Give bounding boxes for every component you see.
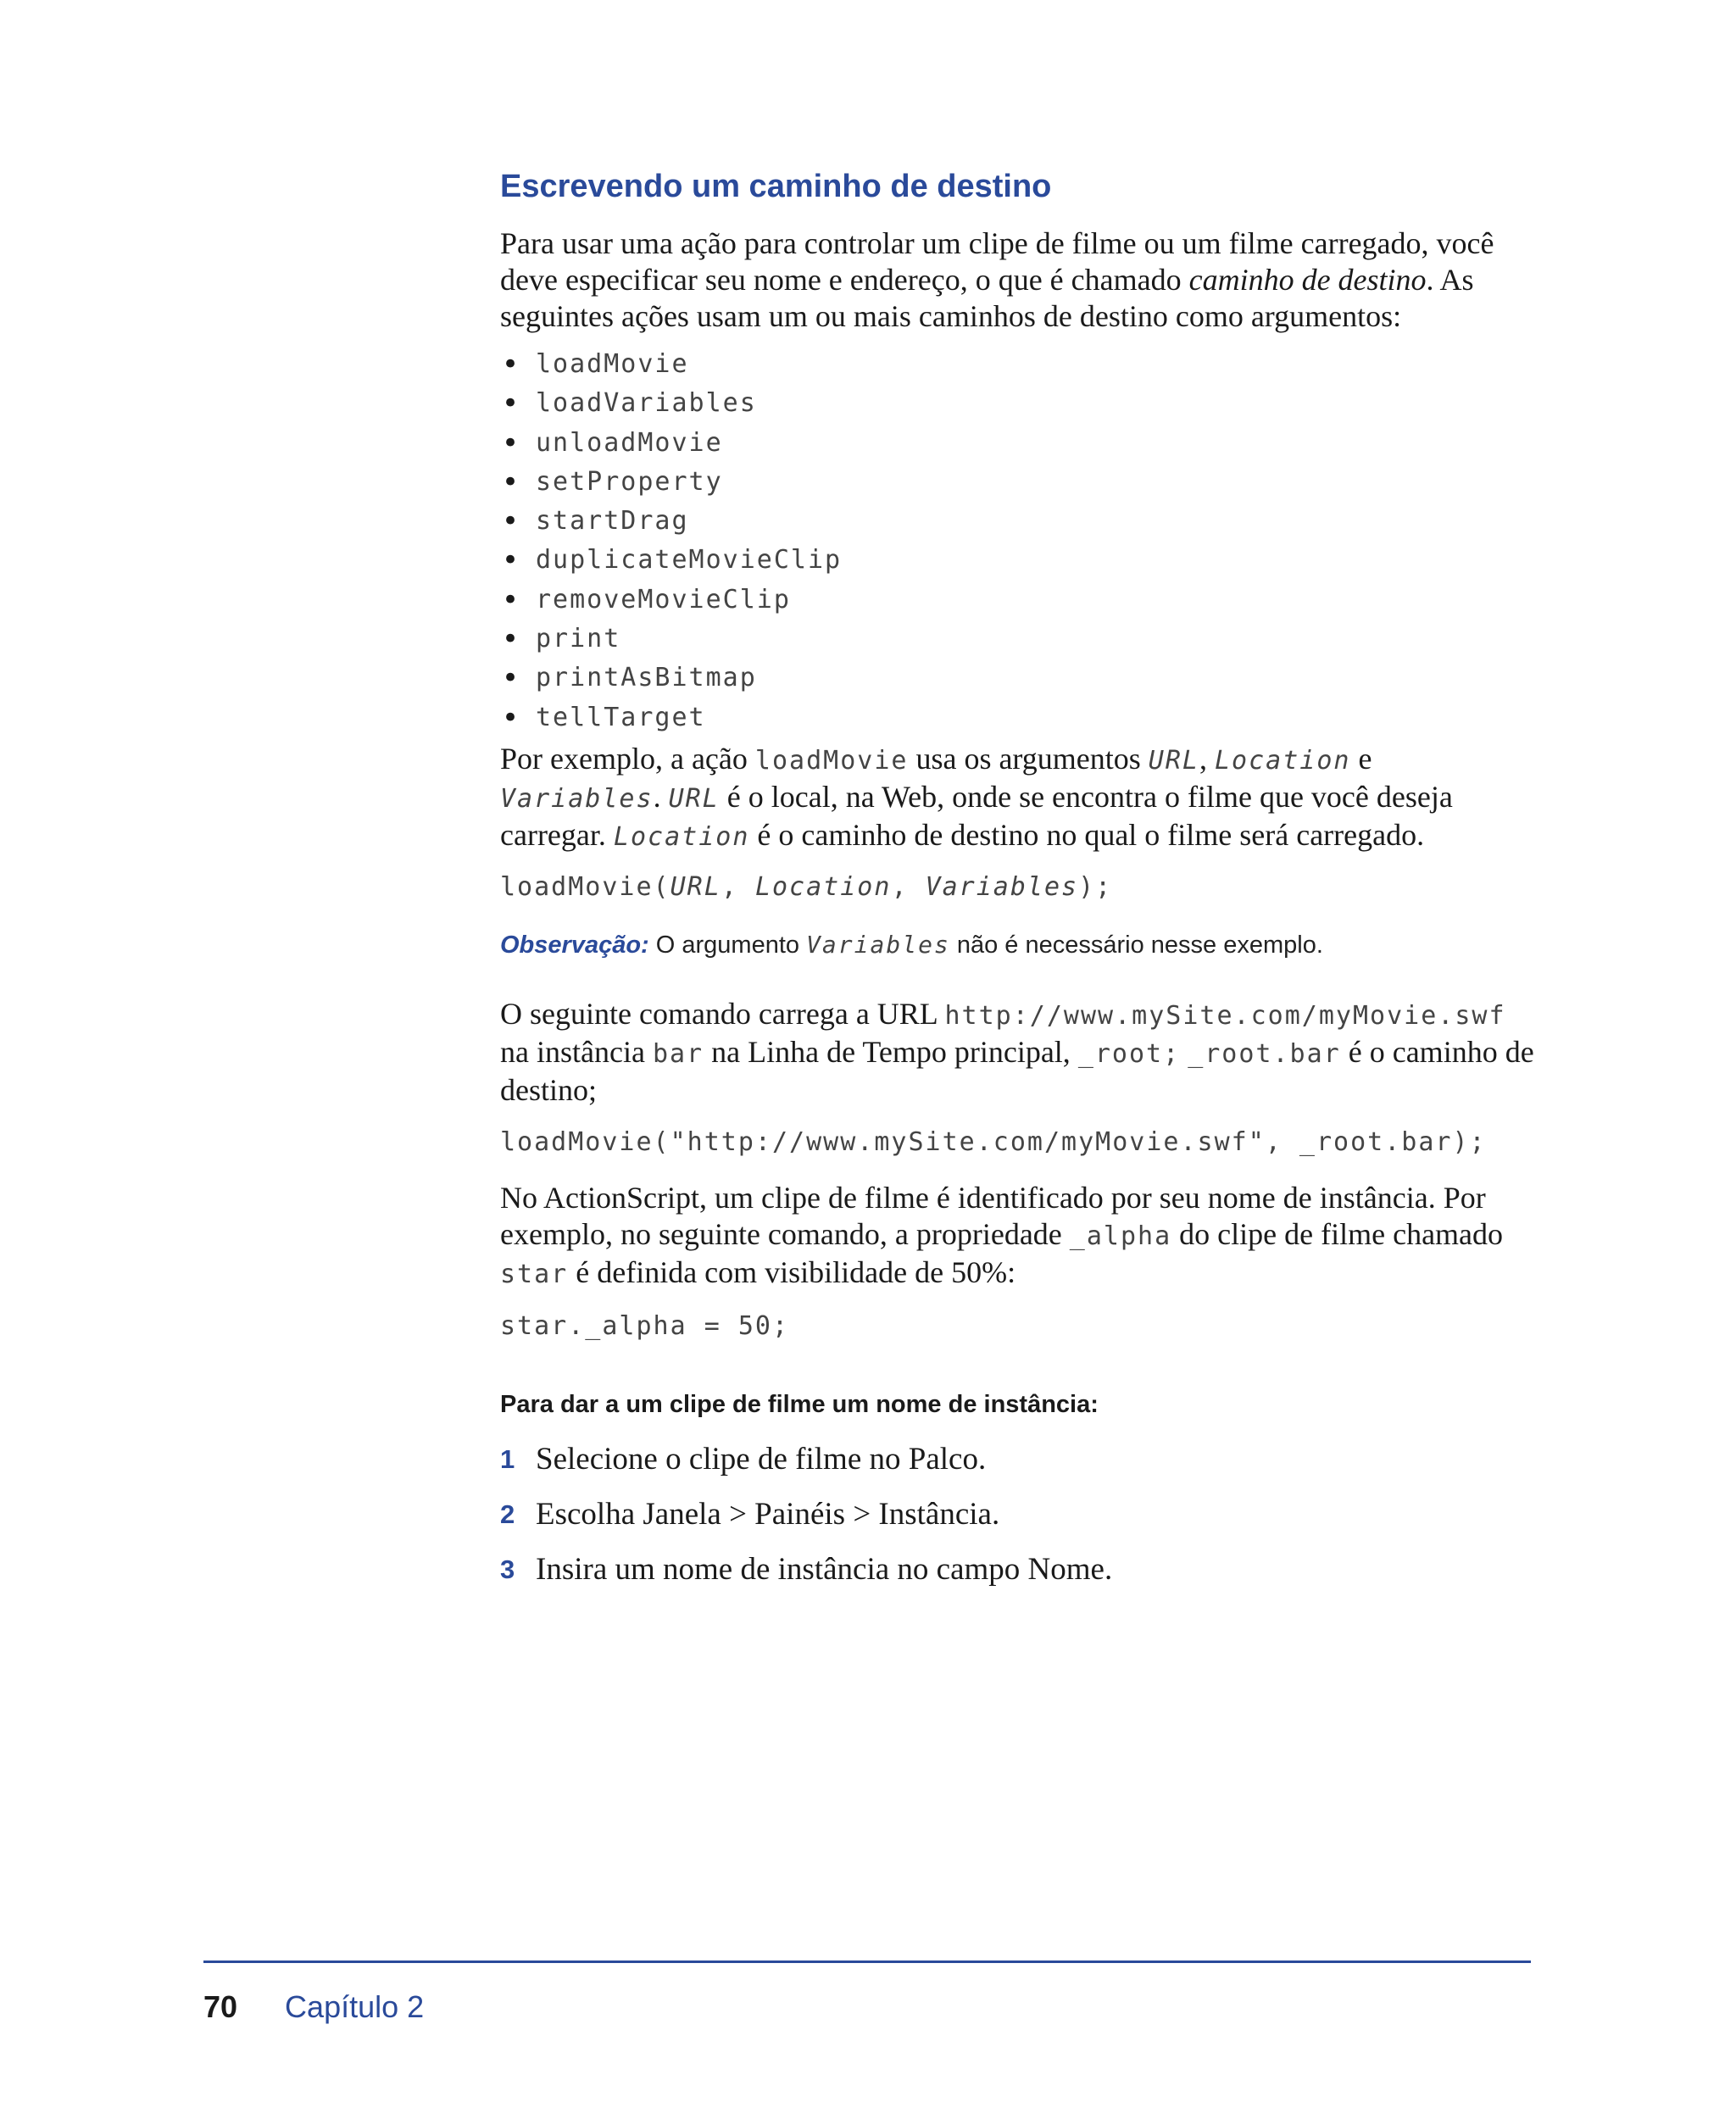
list-item: • startDrag — [500, 502, 1534, 541]
intro-text-2: . As seguintes ações usam um ou mais caminhos de destino como argumentos: — [500, 263, 1474, 333]
intro-term: caminho de destino — [1188, 263, 1427, 297]
actions-list — [500, 345, 1534, 737]
bullet-icon: • — [502, 661, 520, 696]
list-item: • setProperty — [500, 463, 1534, 502]
code-block-3: star._alpha = 50; — [500, 1310, 790, 1341]
page-number: 70 — [203, 1989, 238, 2024]
step-item: 3 Insira um nome de instância no campo Nome. — [500, 1551, 1113, 1587]
bullet-icon: • — [502, 387, 520, 421]
list-item: • duplicateMovieClip — [500, 541, 1534, 580]
bullet-icon: • — [502, 504, 520, 539]
list-item: • loadVariables — [500, 384, 1534, 423]
bullet-icon: • — [502, 425, 520, 460]
bullet-icon: • — [502, 700, 520, 735]
code-block-2: loadMovie("http://www.mySite.com/myMovie.swf", _root.bar); — [500, 1126, 1487, 1157]
footer-divider — [203, 1960, 1531, 1963]
step-number: 3 — [500, 1554, 515, 1584]
bullet-icon: • — [502, 582, 520, 617]
section-heading: Escrevendo um caminho de destino — [500, 169, 1052, 204]
list-item: • removeMovieClip — [500, 581, 1534, 620]
instance-paragraph: No ActionScript, um clipe de filme é identificado por seu nome de instância. Por exemplo, no seguinte comando, a propriedade _alpha do clipe de filme chamado star é definida com visibilidade de 50%: — [500, 1180, 1504, 1289]
list-item: • unloadMovie — [500, 424, 1534, 463]
url-paragraph: O seguinte comando carrega a URL http://www.mySite.com/myMovie.swf na instância bar na Linha de Tempo principal, _root; _root.bar é o caminho de destino; — [500, 996, 1534, 1107]
example-paragraph: Por exemplo, a ação loadMovie usa os argumentos URL, Location e Variables. URL é o local, na Web, onde se encontra o filme que você deseja carregar. Location é o caminho de destino no qual o filme será carregado. — [500, 741, 1453, 852]
intro-text-1: Para usar uma ação para controlar um clipe de filme ou um filme carregado, você deve especificar seu nome e endereço, o que é chamado — [500, 226, 1494, 297]
bullet-icon: • — [502, 348, 520, 381]
list-item: • tellTarget — [500, 698, 1534, 737]
bullet-icon: • — [502, 464, 520, 499]
bullet-icon: • — [502, 543, 520, 578]
procedure-heading: Para dar a um clipe de filme um nome de instância: — [500, 1390, 1099, 1418]
intro-paragraph — [500, 225, 1534, 335]
bullet-icon: • — [502, 622, 520, 657]
note-paragraph: Observação: O argumento Variables não é necessário nesse exemplo. — [500, 930, 1323, 959]
step-item: 1 Selecione o clipe de filme no Palco. — [500, 1441, 987, 1477]
step-number: 1 — [500, 1443, 515, 1474]
list-item: • loadMovie — [500, 345, 1534, 384]
step-number: 2 — [500, 1499, 515, 1529]
list-item: • printAsBitmap — [500, 659, 1534, 698]
list-item: • print — [500, 620, 1534, 659]
page-content — [500, 166, 1534, 1605]
page-footer — [203, 1988, 424, 2026]
step-item: 2 Escolha Janela > Painéis > Instância. — [500, 1496, 1000, 1532]
code-block-1: loadMovie(URL, Location, Variables); — [500, 871, 1113, 902]
procedure-steps — [500, 1440, 1534, 1605]
chapter-label: Capítulo 2 — [285, 1989, 425, 2024]
note-label: Observação: — [500, 931, 649, 959]
